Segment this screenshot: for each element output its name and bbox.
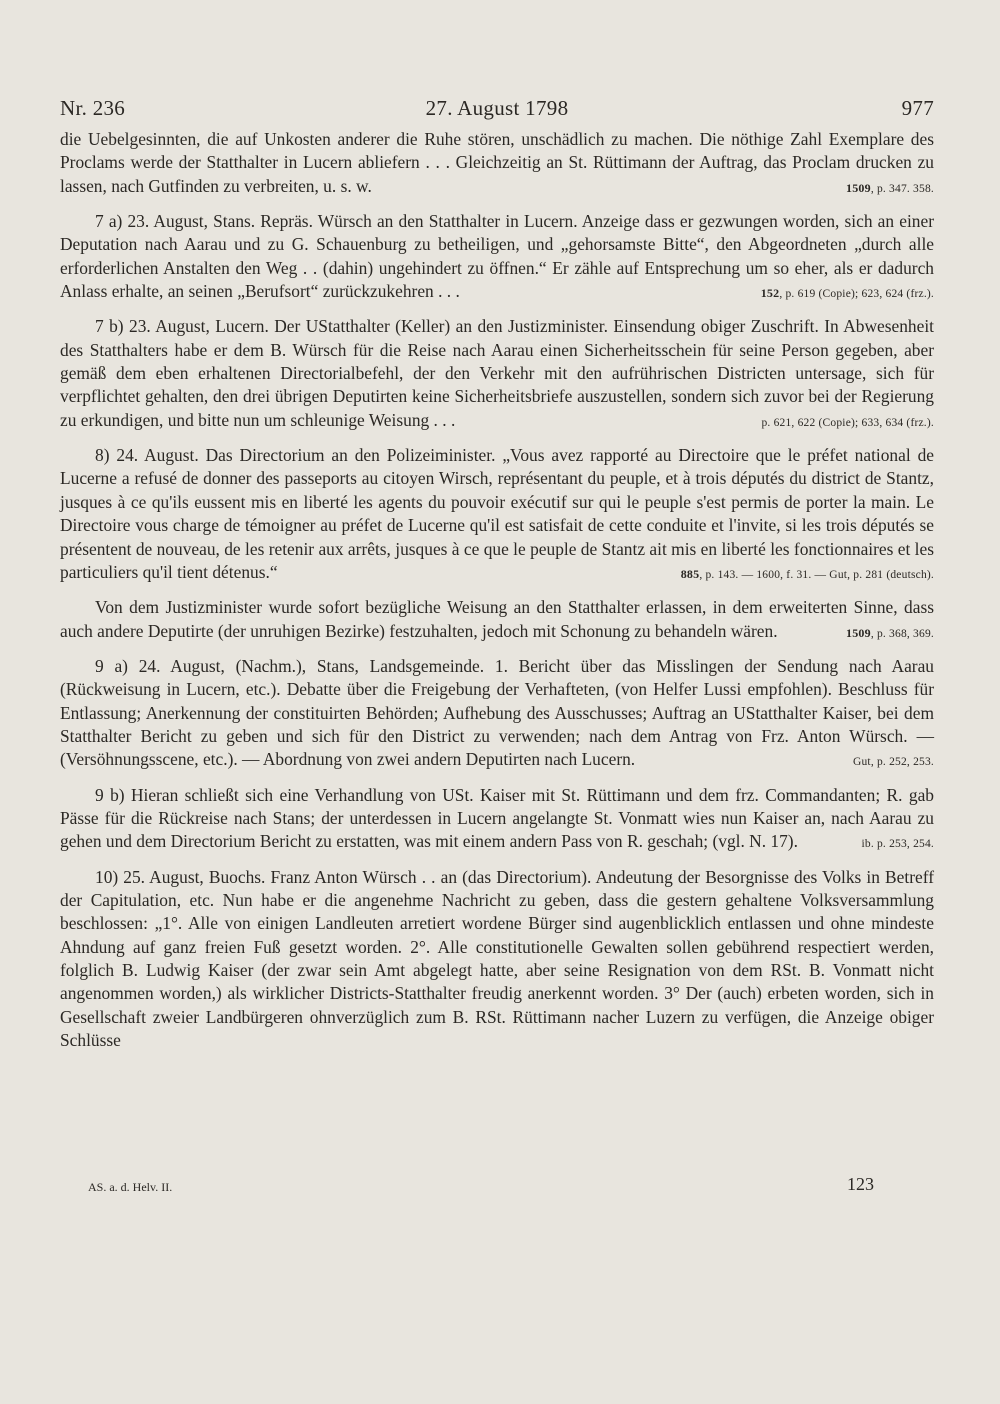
paragraph: [60, 596, 934, 643]
source-reference: 1509, p. 368, 369.: [846, 625, 934, 640]
paragraph-text: 9 b) Hieran schließt sich eine Verhandlung von USt. Kaiser mit St. Rüttimann und dem frz. Commandanten; R. gab Pässe für die Rückreise nach Stans; der unterdessen in Lucern angelangte St. Vonmatt wies nun Kaiser an, nach Aarau zu gehen und dem Directorium Bericht zu erstatten, was mit einem andern Pass von R. geschah; (vgl. N. 17).: [60, 784, 934, 852]
document-number: Nr. 236: [60, 96, 126, 120]
paragraph-text: 7 a) 23. August, Stans. Repräs. Würsch an den Statthalter in Lucern. Anzeige dass er gezwungen worden, sich an einer Deputation nach Aarau und zu G. Schauenburg zu betheiligen, und „gehorsamste Bitte“, den Abgeordneten „durch alle erforderlichen Anstalten den Weg . . (dahin) ungehindert zu öffnen.“ Er zähle auf Entsprechung um so eher, als er dadurch Anlass erhalte, an seinen „Berufsort“ zurückzukehren . . .: [60, 211, 934, 302]
paragraph: [60, 128, 934, 198]
paragraph: [60, 655, 934, 772]
source-reference: 1509, p. 347. 358.: [846, 180, 934, 195]
paragraph: [60, 784, 934, 854]
source-reference: ib. p. 253, 254.: [861, 838, 934, 851]
paragraph-text: Von dem Justizminister wurde sofort bezügliche Weisung an den Statthalter erlassen, in dem erweiterten Sinne, dass auch andere Deputirte (der unruhigen Bezirke) festzuhalten, jedoch mit Schonung zu behandeln wären.: [60, 597, 934, 641]
paragraph-text: 9 a) 24. August, (Nachm.), Stans, Landsgemeinde. 1. Bericht über das Misslingen der Sendung nach Aarau (Rückweisung in Lucern, etc.). Debatte über die Freigebung der Verhafteten, (von Helfer Lussi empfohlen). Beschluss für Entlassung; Anerkennung der constituirten Behörden; Aufhebung des Ausschusses; Auftrag an UStatthalter Kaiser, bei dem Statthalter Bericht zu geben und sich für den District zu verwenden; nach dem Antrag von Frz. Anton Würsch. — (Versöhnungsscene, etc.). — Abordnung von zwei andern Deputirten nach Lucern.: [60, 655, 934, 770]
source-reference: 152, p. 619 (Copie); 623, 624 (frz.).: [760, 286, 934, 301]
paragraph: [60, 866, 934, 1053]
footer-signature: AS. a. d. Helv. II.: [88, 1180, 173, 1194]
sheet-number: 123: [847, 1174, 874, 1194]
header-date: 27. August 1798: [425, 96, 569, 120]
paragraph-text: 10) 25. August, Buochs. Franz Anton Würsch . . an (das Directorium). Andeutung der Besorgnisse des Volks in Betreff der Capitulation, etc. Nun habe er die angenehme Nachricht zu geben, dass die gestern gehaltene Volksversammlung beschlossen: „1°. Alle von einigen Landleuten arretiert wordene Bürger sind augenblicklich entlassen und ohne mindeste Ahndung auf ganz freien Fuß gesetzt worden. 2°. Alle constitutionelle Gewalten sollen gebührend respectiert werden, folglich B. Ludwig Kaiser (der zwar sein Amt abgelegt hatte, aber seine Resignation von dem RSt. B. Vonmatt nicht angenommen worden,) als wirklicher Districts-Statthalter freudig anerkennt worden. 3° Der (auch) erbeten worden, sich in Gesellschaft zweier Landbürgeren ohnverzüglich zum B. RSt. Rüttimann nacher Luzern zu verfügen, die Anzeige obiger Schlüsse: [60, 866, 934, 1051]
document-body: [60, 128, 934, 1064]
source-reference: 885, p. 143. — 1600, f. 31. — Gut, p. 281 (deutsch).: [680, 566, 934, 581]
paragraph: [60, 444, 934, 584]
paragraph-text: 7 b) 23. August, Lucern. Der UStatthalter (Keller) an den Justizminister. Einsendung obiger Zuschrift. In Abwesenheit des Statthalters habe er dem B. Würsch für die Reise nach Aarau einen Sicherheitsschein für seine Person gegeben, aber gemäß dem eben erhaltenen Directorialbefehl, der den Verkehr mit den aufrührischen Districten untersage, sich für verpflichtet gehalten, den drei übrigen Deputirten keine Sicherheitsbriefe auszustellen, sondern sich zuvor bei der Regierung zu erkundigen, und bitte nun um schleunige Weisung . . .: [60, 316, 934, 430]
paragraph: [60, 210, 934, 303]
paragraph: [60, 315, 934, 432]
paragraph-text: die Uebelgesinnten, die auf Unkosten anderer die Ruhe stören, unschädlich zu machen. Die nöthige Zahl Exemplare des Proclams werde der Statthalter in Lucern abliefern . . . Gleichzeitig an St. Rüttimann der Auftrag, das Proclam drucken zu lassen, nach Gutfinden zu verbreiten, u. s. w.: [60, 129, 934, 196]
page-number: 977: [901, 96, 934, 120]
source-reference: Gut, p. 252, 253.: [852, 756, 934, 769]
paragraph-text: 8) 24. August. Das Directorium an den Polizeiminister. „Vous avez rapporté au Directoire que le préfet national de Lucerne a refusé de donner des passeports au citoyen Wirsch, représentant du peuple, et à trois députés du district de Stantz, jusques à ce qu'ils eussent mis en liberté les agents du pouvoir exécutif sur qui le peuple s'est permis de porter la main. Le Directoire vous charge de témoigner au préfet de Lucerne qu'il est satisfait de cette conduite et l'invite, si les trois députés se présentent de nouveau, de les retenir aux arrêts, jusques à ce que le peuple de Stantz ait mis en liberté les fonctionnaires et les particuliers qu'il tient détenus.“: [60, 445, 934, 582]
source-reference: p. 621, 622 (Copie); 633, 634 (frz.).: [761, 416, 934, 429]
